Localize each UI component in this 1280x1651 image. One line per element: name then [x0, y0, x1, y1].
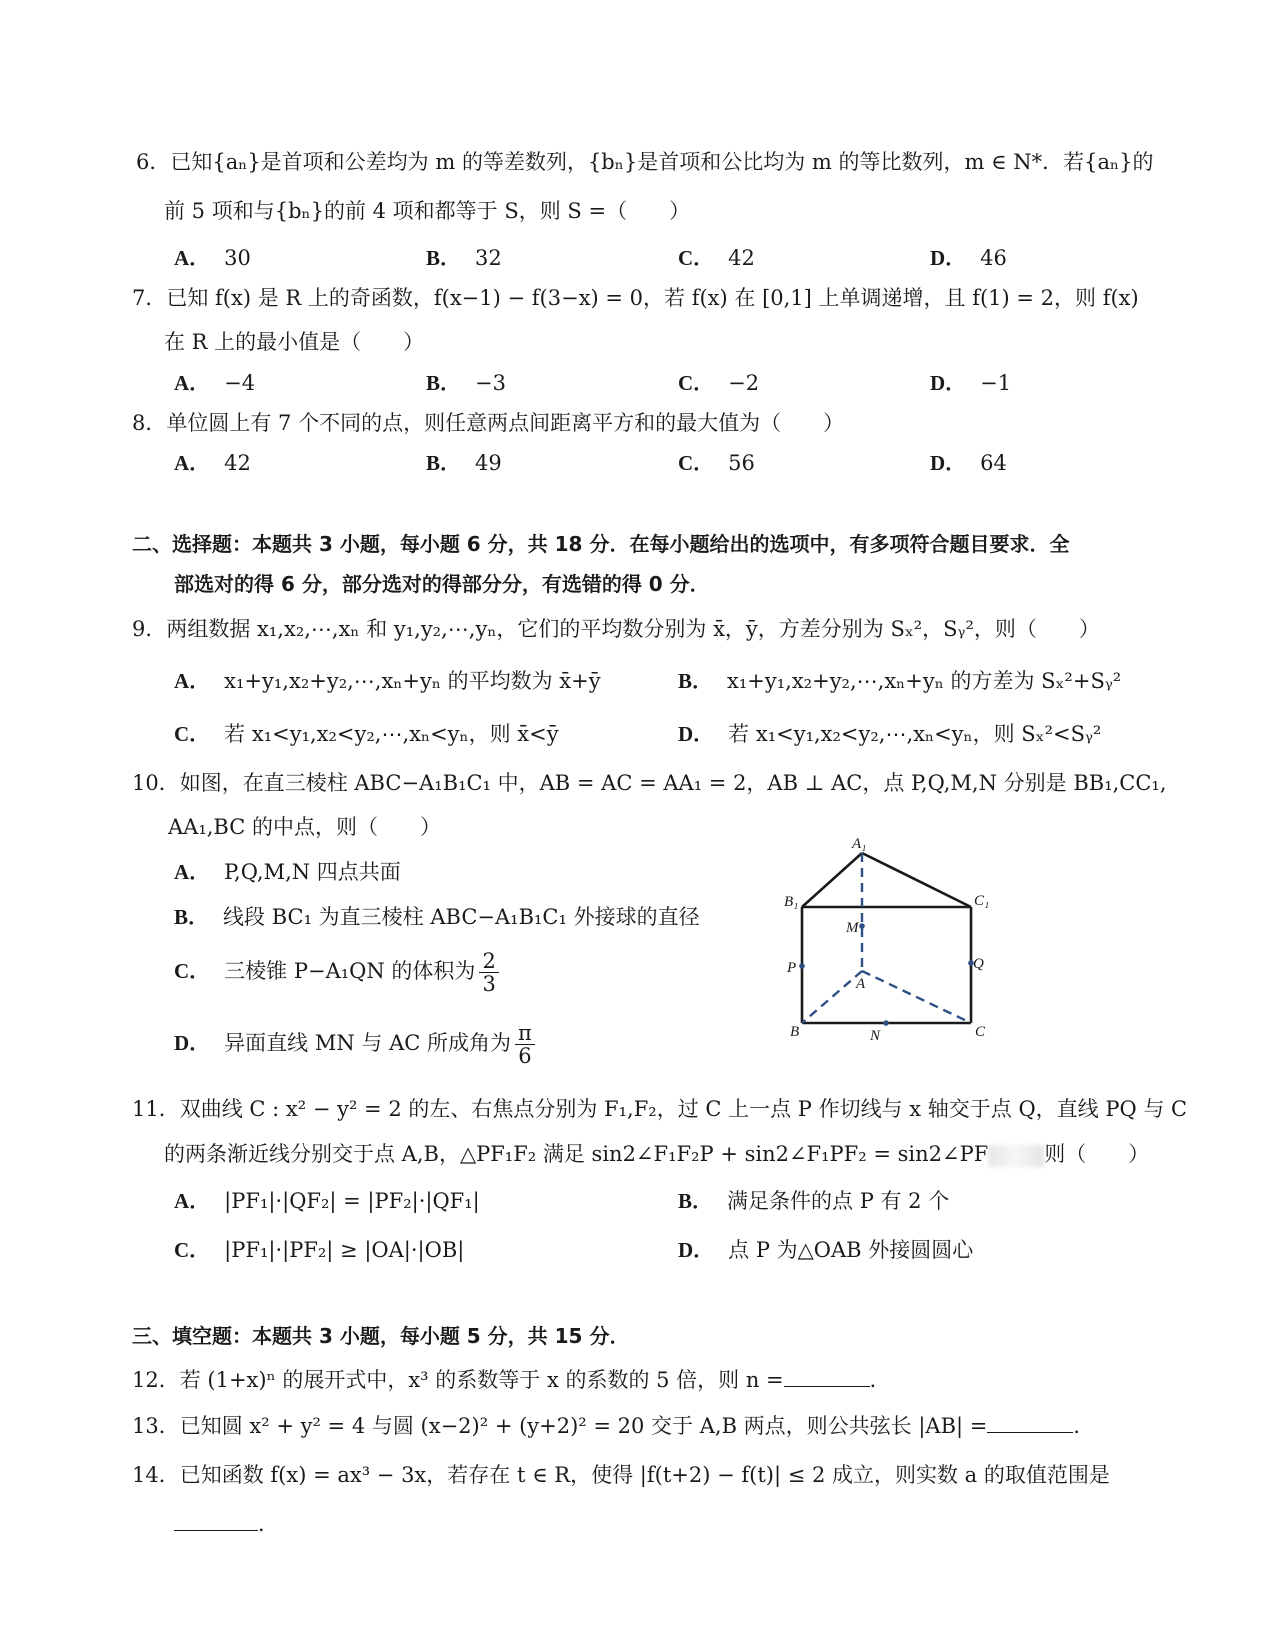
fraction-numerator: 2 — [479, 950, 498, 973]
option-label: A． — [174, 371, 211, 395]
option-text: |PF₁|·|PF₂| ≥ |OA|·|OB| — [224, 1238, 465, 1262]
option-text: 42 — [224, 451, 251, 475]
option-label: B． — [678, 669, 714, 693]
q13-text: 13．已知圆 x² + y² = 4 与圆 (x−2)² + (y+2)² = 20 交于 A,B 两点，则公共弦长 |AB| = — [132, 1414, 988, 1438]
obscured-region — [988, 1145, 1044, 1167]
option-label: D． — [930, 451, 967, 475]
point-p — [799, 963, 805, 969]
q11-stem-line1: 11．双曲线 C : x² − y² = 2 的左、右焦点分别为 F₁,F₂，过 C 上一点 P 作切线与 x 轴交于点 Q，直线 PQ 与 C — [132, 1097, 1188, 1121]
option-text: 56 — [728, 451, 755, 475]
edge-b1-a1 — [802, 853, 862, 907]
fraction-two-thirds — [479, 950, 498, 995]
option-label: B． — [426, 451, 462, 475]
point-m — [859, 923, 865, 929]
q11-option-c — [174, 1235, 464, 1265]
q7-option-d — [930, 368, 1011, 398]
option-text: 满足条件的点 P 有 2 个 — [727, 1189, 950, 1213]
q7-option-a — [174, 368, 255, 398]
q6-option-a — [174, 243, 251, 273]
q12-line — [132, 1365, 891, 1395]
option-text: x₁+y₁,x₂+y₂,⋯,xₙ+yₙ 的方差为 Sₓ²+Sᵧ² — [727, 669, 1122, 693]
option-text: 49 — [475, 451, 502, 475]
option-label: C． — [678, 451, 715, 475]
label-b: B — [790, 1024, 800, 1040]
option-text: −1 — [980, 371, 1012, 395]
q12-end: ． — [869, 1368, 891, 1392]
q6-option-b — [426, 243, 502, 273]
label-b1: B₁ — [784, 894, 799, 910]
option-label: B． — [426, 371, 462, 395]
option-label: A． — [174, 246, 211, 270]
option-label: D． — [678, 722, 715, 746]
label-q: Q — [973, 956, 984, 972]
label-c: C — [975, 1024, 986, 1040]
option-label: C． — [678, 246, 715, 270]
q7-stem-line2: 在 R 上的最小值是（ ） — [164, 330, 425, 354]
option-text: 42 — [728, 246, 755, 270]
q11-stem-line2-end: 则（ ） — [1044, 1142, 1150, 1166]
q10-option-c — [174, 950, 499, 995]
q9-option-d — [678, 719, 1101, 749]
q13-line — [132, 1411, 1094, 1441]
label-c1: C₁ — [974, 893, 990, 909]
answer-blank[interactable] — [987, 1432, 1073, 1433]
q10-option-a — [174, 857, 401, 887]
q11-stem-line2-text: 的两条渐近线分别交于点 A,B，△PF₁F₂ 满足 sin2∠F₁F₂P + sin2∠F₁PF₂ = sin2∠PF — [164, 1142, 989, 1166]
label-a1: A₁ — [852, 836, 867, 852]
q12-text: 12．若 (1+x)ⁿ 的展开式中，x³ 的系数等于 x 的系数的 5 倍，则 n = — [132, 1368, 784, 1392]
fraction-denominator: 6 — [518, 1044, 532, 1068]
section2-heading-line2: 部选对的得 6 分，部分选对的得部分分，有选错的得 0 分． — [174, 572, 710, 596]
option-text: P,Q,M,N 四点共面 — [224, 860, 401, 884]
option-label: B． — [174, 905, 210, 929]
option-label: A． — [174, 669, 211, 693]
option-label: A． — [174, 860, 211, 884]
q8-stem-line1: 8．单位圆上有 7 个不同的点，则任意两点间距离平方和的最大值为（ ） — [132, 411, 845, 435]
q10-stem-line2: AA₁,BC 的中点，则（ ） — [168, 815, 441, 839]
option-text: −2 — [728, 371, 760, 395]
q14-line2 — [174, 1508, 279, 1539]
q7-stem-line1: 7．已知 f(x) 是 R 上的奇函数，f(x−1) − f(3−x) = 0，若 f(x) 在 [0,1] 上单调递增，且 f(1) = 2，则 f(x) — [132, 286, 1139, 310]
option-label: C． — [174, 1238, 211, 1262]
q6-option-d — [930, 243, 1007, 273]
option-label: B． — [678, 1189, 714, 1213]
q11-option-d — [678, 1235, 973, 1265]
option-text: 三棱锥 P−A₁QN 的体积为 — [224, 959, 476, 983]
q7-option-b — [426, 368, 506, 398]
q8-option-d — [930, 448, 1007, 478]
answer-blank[interactable] — [784, 1386, 870, 1387]
q7-option-c — [678, 368, 759, 398]
prism-figure — [770, 830, 1030, 1060]
option-text: 46 — [980, 246, 1007, 270]
label-p: P — [787, 960, 797, 976]
option-label: A． — [174, 451, 211, 475]
label-n: N — [870, 1028, 881, 1044]
q8-option-a — [174, 448, 251, 478]
option-text: |PF₁|·|QF₂| = |PF₂|·|QF₁| — [224, 1189, 480, 1213]
q8-option-c — [678, 448, 755, 478]
q9-option-c — [174, 719, 559, 749]
fraction-numerator: π — [515, 1022, 535, 1045]
q11-option-b — [678, 1186, 949, 1216]
option-text: x₁+y₁,x₂+y₂,⋯,xₙ+yₙ 的平均数为 x̄+ȳ — [224, 669, 601, 693]
q11-stem-line2 — [164, 1139, 1149, 1169]
option-label: D． — [678, 1238, 715, 1262]
q6-stem-line2: 前 5 项和与{bₙ}的前 4 项和都等于 S，则 S =（ ） — [164, 199, 691, 223]
q10-option-b — [174, 902, 700, 932]
option-text: 30 — [224, 246, 251, 270]
label-m: M — [846, 920, 859, 936]
hidden-edge-a-c — [862, 971, 971, 1023]
label-a: A — [856, 976, 866, 992]
point-n — [883, 1020, 889, 1026]
option-label: D． — [930, 371, 967, 395]
q9-option-a — [174, 666, 601, 696]
option-label: C． — [678, 371, 715, 395]
q9-stem-line1: 9．两组数据 x₁,x₂,⋯,xₙ 和 y₁,y₂,⋯,yₙ，它们的平均数分别为 x̄，ȳ，方差分别为 Sₓ²，Sᵧ²，则（ ） — [132, 617, 1100, 641]
q10-stem-line1: 10．如图，在直三棱柱 ABC−A₁B₁C₁ 中，AB = AC = AA₁ = 2，AB ⊥ AC，点 P,Q,M,N 分别是 BB₁,CC₁, — [132, 771, 1167, 795]
option-text: 若 x₁<y₁,x₂<y₂,⋯,xₙ<yₙ，则 Sₓ²<Sᵧ² — [728, 722, 1102, 746]
section2-heading-line1: 二、选择题：本题共 3 小题，每小题 6 分，共 18 分．在每小题给出的选项中，有多项符合题目要求．全 — [132, 532, 1070, 556]
q9-option-b — [678, 666, 1121, 696]
edge-a1-c1 — [862, 853, 971, 907]
section3-heading: 三、填空题：本题共 3 小题，每小题 5 分，共 15 分． — [132, 1324, 630, 1348]
fraction-denominator: 3 — [482, 972, 496, 996]
option-text: 64 — [980, 451, 1007, 475]
option-text: 线段 BC₁ 为直三棱柱 ABC−A₁B₁C₁ 外接球的直径 — [223, 905, 700, 929]
hidden-edge-a-b — [802, 971, 862, 1023]
q11-option-a — [174, 1186, 480, 1216]
q13-end: ． — [1073, 1414, 1095, 1438]
q10-option-d — [174, 1022, 535, 1067]
answer-blank[interactable] — [174, 1508, 258, 1531]
q14-end: ． — [258, 1512, 279, 1536]
option-label: C． — [174, 959, 211, 983]
option-label: A． — [174, 1189, 211, 1213]
q14-line1: 14．已知函数 f(x) = ax³ − 3x，若存在 t ∈ R，使得 |f(t+2) − f(t)| ≤ 2 成立，则实数 a 的取值范围是 — [132, 1463, 1110, 1487]
q6-option-c — [678, 243, 755, 273]
option-label: D． — [174, 1031, 211, 1055]
option-text: −4 — [224, 371, 256, 395]
option-label: B． — [426, 246, 462, 270]
option-text: 若 x₁<y₁,x₂<y₂,⋯,xₙ<yₙ，则 x̄<ȳ — [224, 722, 559, 746]
q6-stem-line1: 6．已知{aₙ}是首项和公差均为 m 的等差数列，{bₙ}是首项和公比均为 m 的等比数列，m ∈ N*．若{aₙ}的 — [136, 150, 1154, 174]
q8-option-b — [426, 448, 502, 478]
option-text: 异面直线 MN 与 AC 所成角为 — [224, 1031, 511, 1055]
option-text: 点 P 为△OAB 外接圆圆心 — [728, 1238, 974, 1262]
option-label: C． — [174, 722, 211, 746]
option-label: D． — [930, 246, 967, 270]
fraction-pi-sixths — [515, 1022, 535, 1067]
option-text: −3 — [475, 371, 506, 395]
option-text: 32 — [475, 246, 502, 270]
